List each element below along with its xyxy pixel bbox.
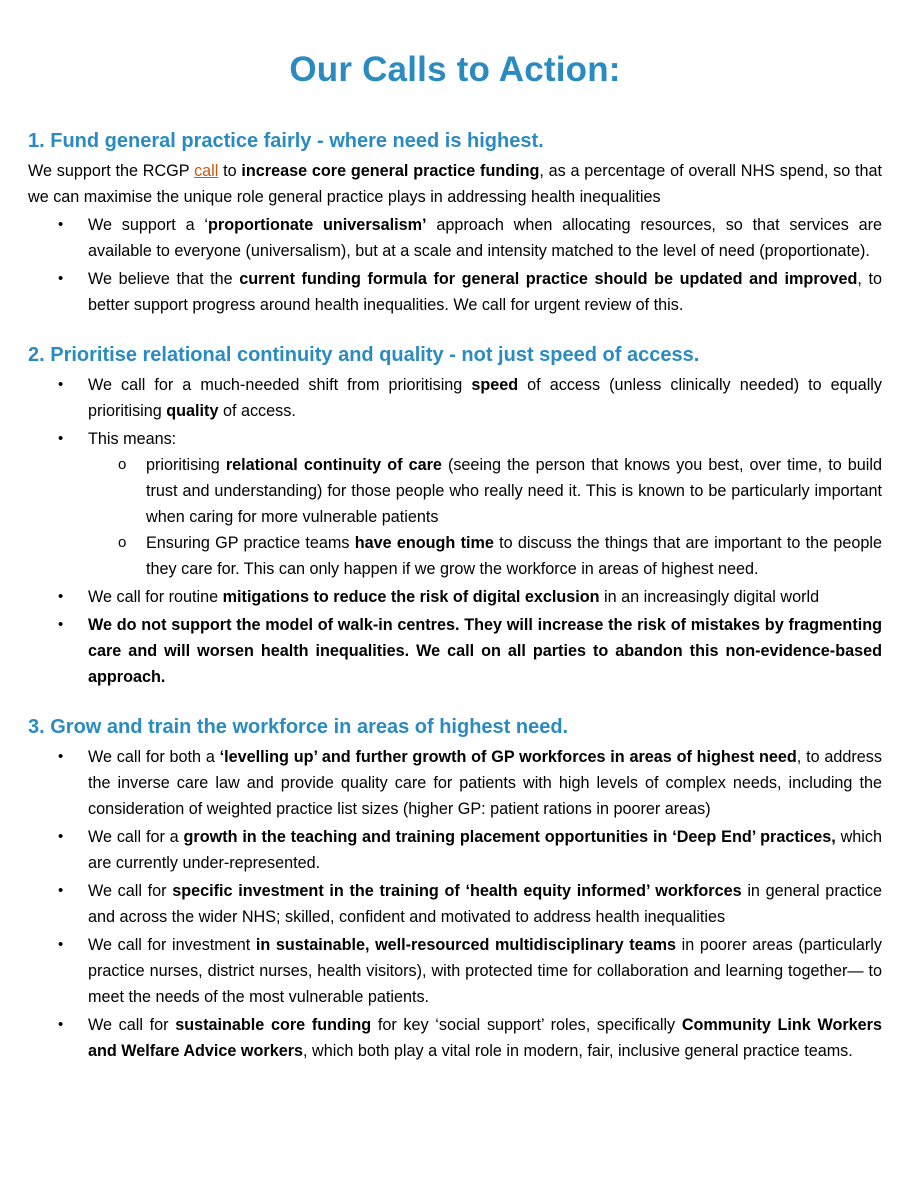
text-run: Ensuring GP practice teams bbox=[146, 534, 355, 552]
list-item bbox=[28, 932, 882, 1010]
text-run: We support the RCGP bbox=[28, 162, 195, 180]
bold-text: speed bbox=[471, 376, 519, 394]
bold-text: current funding formula for general practice should be updated and improved bbox=[239, 270, 858, 288]
list-item bbox=[28, 372, 882, 424]
text-run: prioritising bbox=[146, 456, 226, 474]
text-run: which are currently under-represented. bbox=[88, 828, 882, 872]
section-fund-general-practice bbox=[28, 128, 882, 318]
list-item bbox=[28, 426, 882, 582]
text-run: We call for a bbox=[88, 828, 184, 846]
bold-text: in sustainable, well-resourced multidisciplinary teams bbox=[255, 936, 676, 954]
text-run: in an increasingly digital world bbox=[599, 588, 820, 606]
bullet-list bbox=[28, 212, 882, 318]
section-heading: 2. Prioritise relational continuity and quality - not just speed of access. bbox=[28, 344, 700, 366]
text-run: This means: bbox=[88, 430, 177, 448]
text-run: , which both play a vital role in modern, fair, inclusive general practice teams. bbox=[303, 1042, 853, 1060]
list-item bbox=[28, 1012, 882, 1064]
sub-list-item bbox=[88, 530, 882, 582]
text-run: , to better support progress around health inequalities. We call for urgent review of this. bbox=[88, 270, 883, 314]
list-item bbox=[28, 744, 882, 822]
text-run: approach when allocating resources, so that services are available to everyone (universalism), but at a scale and intensity matched to the level of need (proportionate). bbox=[88, 216, 882, 260]
bold-text: quality bbox=[166, 402, 219, 420]
bold-text: mitigations to reduce the risk of digital exclusion bbox=[222, 588, 600, 606]
bullet-list bbox=[28, 372, 882, 690]
text-run: We call for bbox=[88, 882, 173, 900]
bold-text: relational continuity of care bbox=[225, 456, 442, 474]
bold-text: Community Link Workers and Welfare Advice workers bbox=[88, 1016, 882, 1060]
text-run: , as a percentage of overall NHS spend, so that we can maximise the unique role general practice plays in addressing health inequalities bbox=[28, 162, 882, 206]
bold-text: specific investment in the training of ‘health equity informed’ workforces bbox=[172, 882, 742, 900]
text-run: of access (unless clinically needed) to equally prioritising bbox=[88, 376, 882, 420]
list-item bbox=[28, 212, 882, 264]
bold-text: sustainable core funding bbox=[175, 1016, 372, 1034]
list-item bbox=[28, 878, 882, 930]
text-run: (seeing the person that knows you best, over time, to build trust and understanding) for those people who really need it. This is known to be particularly important when caring for more vulnerable patients bbox=[146, 456, 882, 526]
list-item bbox=[28, 584, 882, 610]
bold-text: proportionate universalism’ bbox=[208, 216, 427, 234]
text-run: We believe that the bbox=[88, 270, 240, 288]
text-run: We call for a much-needed shift from prioritising bbox=[88, 376, 472, 394]
list-item bbox=[28, 266, 882, 318]
text-run: to bbox=[218, 162, 242, 180]
sub-list-item bbox=[88, 452, 882, 530]
list-item bbox=[28, 612, 882, 690]
text-run: We support a ‘ bbox=[88, 216, 209, 234]
bold-text: have enough time bbox=[354, 534, 494, 552]
text-run: for key ‘social support’ roles, specifically bbox=[371, 1016, 682, 1034]
text-run: , to address the inverse care law and provide quality care for patients with high levels of complex needs, including the consideration of weighted practice list sizes (higher GP: patient rations in poorer areas) bbox=[88, 748, 882, 818]
text-run: We call for routine bbox=[88, 588, 223, 606]
section-grow-workforce bbox=[28, 714, 882, 1064]
bold-text: increase core general practice funding bbox=[241, 162, 540, 180]
text-run: in poorer areas (particularly practice nurses, district nurses, health visitors), with protected time for collaboration and learning together— to meet the needs of the most vulnerable patients. bbox=[88, 936, 882, 1006]
text-run: in general practice and across the wider NHS; skilled, confident and motivated to address health inequalities bbox=[88, 882, 882, 926]
section-heading: 1. Fund general practice fairly - where need is highest. bbox=[28, 130, 544, 152]
text-run: of access. bbox=[218, 402, 296, 420]
section-intro bbox=[28, 158, 882, 210]
bold-text: ‘levelling up’ and further growth of GP workforces in areas of highest need bbox=[219, 748, 797, 766]
bold-text: growth in the teaching and training placement opportunities in ‘Deep End’ practices, bbox=[183, 828, 836, 846]
text-run: We call for investment bbox=[88, 936, 256, 954]
call-link[interactable]: call bbox=[194, 162, 219, 180]
bullet-list bbox=[28, 744, 882, 1064]
sub-list bbox=[88, 452, 882, 582]
section-relational-continuity bbox=[28, 342, 882, 690]
section-heading: 3. Grow and train the workforce in areas of highest need. bbox=[28, 716, 569, 738]
text-run: to discuss the things that are important to the people they care for. This can only happen if we grow the workforce in areas of highest need. bbox=[146, 534, 882, 578]
text-run: We call for bbox=[88, 1016, 176, 1034]
list-item bbox=[28, 824, 882, 876]
page-title: Our Calls to Action: bbox=[289, 50, 621, 89]
text-run: We call for both a bbox=[88, 748, 220, 766]
bold-text: We do not support the model of walk-in centres. They will increase the risk of mistakes by fragmenting care and will worsen health inequalities. We call on all parties to abandon this non-evidence-based approach. bbox=[88, 616, 882, 686]
